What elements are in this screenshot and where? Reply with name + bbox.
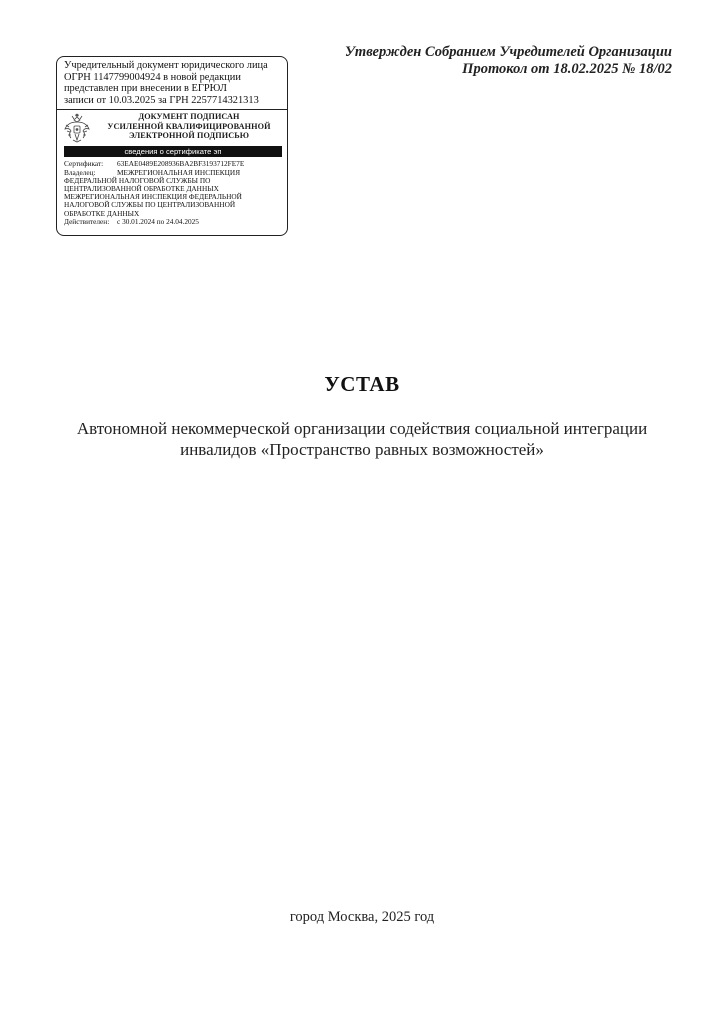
approval-line-1: Утвержден Собранием Учредителей Организации — [344, 44, 672, 60]
signature-title — [95, 112, 283, 140]
owner-value-line: ФЕДЕРАЛЬНОЙ НАЛОГОВОЙ СЛУЖБЫ ПО — [64, 175, 211, 185]
subtitle-line-1: Автономной некоммерческой организации содействия социальной интеграции — [76, 419, 648, 438]
certificate-label: Сертификат: — [64, 159, 104, 169]
stamp-line: Учредительный документ юридического лица — [64, 60, 268, 71]
owner-value-line: НАЛОГОВОЙ СЛУЖБЫ ПО ЦЕНТРАЛИЗОВАННОЙ — [64, 200, 236, 210]
stamp-line: ОГРН 1147799004924 в новой редакции — [64, 71, 241, 83]
owner-value-line: ОБРАБОТКЕ ДАННЫХ — [64, 208, 140, 218]
electronic-signature-block — [57, 110, 287, 146]
owner-value-line: ЦЕНТРАЛИЗОВАННОЙ ОБРАБОТКЕ ДАННЫХ — [64, 183, 219, 193]
certificate-details — [57, 157, 287, 226]
validity-label: Действителен: — [64, 216, 110, 226]
owner-value-first: МЕЖРЕГИОНАЛЬНАЯ ИНСПЕКЦИЯ — [117, 167, 241, 177]
subtitle-line-2: инвалидов «Пространство равных возможностей» — [180, 440, 544, 459]
russian-coat-of-arms-icon — [63, 113, 91, 143]
document-title: УСТАВ — [324, 372, 400, 396]
certificate-info-bar: сведения о сертификате эп — [64, 146, 282, 157]
signature-title-line: ЭЛЕКТРОННОЙ ПОДПИСЬЮ — [128, 131, 250, 141]
document-subtitle — [60, 418, 664, 460]
registration-stamp — [56, 56, 288, 236]
approval-header — [345, 44, 672, 78]
approval-line-2: Протокол от 18.02.2025 № 18/02 — [462, 61, 672, 77]
certificate-value: 63EAE0489E208936BA2BF3193712FE7E — [117, 159, 245, 169]
place-and-year: город Москва, 2025 год — [289, 909, 435, 925]
validity-value: с 30.01.2024 по 24.04.2025 — [117, 216, 199, 226]
signature-title-line: ДОКУМЕНТ ПОДПИСАН — [138, 112, 240, 122]
owner-value-line: МЕЖРЕГИОНАЛЬНАЯ ИНСПЕКЦИЯ ФЕДЕРАЛЬНОЙ — [64, 192, 242, 202]
certificate-validity-row — [64, 218, 281, 226]
owner-label: Владелец: — [64, 167, 96, 177]
stamp-line: записи от 10.03.2025 за ГРН 2257714321313 — [64, 94, 259, 106]
signature-title-line: УСИЛЕННОЙ КВАЛИФИЦИРОВАННОЙ — [107, 121, 271, 131]
stamp-registration-text — [57, 57, 287, 106]
stamp-line: представлен при внесении в ЕГРЮЛ — [64, 83, 227, 95]
